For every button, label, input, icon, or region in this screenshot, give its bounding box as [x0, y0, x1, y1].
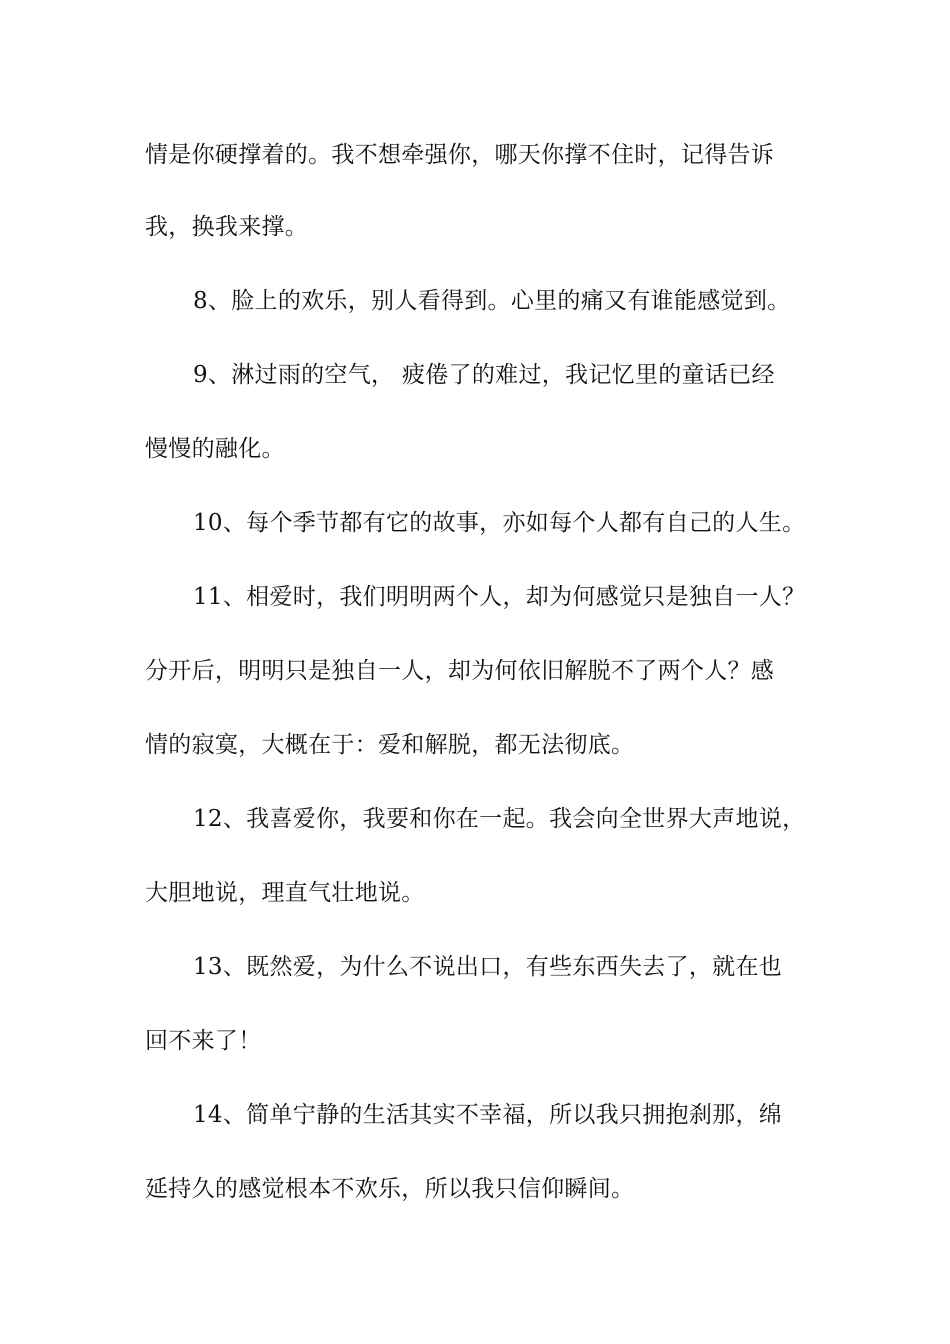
paragraph-line: 回不来了！ — [145, 1028, 262, 1054]
paragraph-line: 13、既然爱，为什么不说出口，有些东西失去了，就在也 — [193, 954, 783, 980]
paragraph-line: 12、我喜爱你，我要和你在一起。我会向全世界大声地说， — [193, 806, 806, 832]
paragraph-line: 10、每个季节都有它的故事，亦如每个人都有自己的人生。 — [193, 510, 806, 536]
paragraph-line: 14、简单宁静的生活其实不幸福，所以我只拥抱刹那，绵 — [193, 1102, 783, 1128]
paragraph-line: 慢慢的融化。 — [145, 436, 285, 462]
paragraph-line: 我，换我来撑。 — [145, 214, 309, 240]
paragraph-line: 情的寂寞，大概在于：爱和解脱，都无法彻底。 — [145, 732, 635, 758]
paragraph-line: 9、淋过雨的空气， 疲倦了的难过，我记忆里的童话已经 — [193, 362, 775, 388]
paragraph-line: 延持久的感觉根本不欢乐，所以我只信仰瞬间。 — [145, 1176, 635, 1202]
paragraph-line: 分开后，明明只是独自一人，却为何依旧解脱不了两个人？感 — [145, 658, 775, 684]
paragraph-line: 11、相爱时，我们明明两个人，却为何感觉只是独自一人？ — [193, 584, 806, 610]
paragraph-line: 情是你硬撑着的。我不想牵强你，哪天你撑不住时，记得告诉 — [145, 142, 775, 168]
paragraph-line: 大胆地说，理直气壮地说。 — [145, 880, 425, 906]
paragraph-line: 8、脸上的欢乐，别人看得到。心里的痛又有谁能感觉到。 — [193, 288, 791, 314]
